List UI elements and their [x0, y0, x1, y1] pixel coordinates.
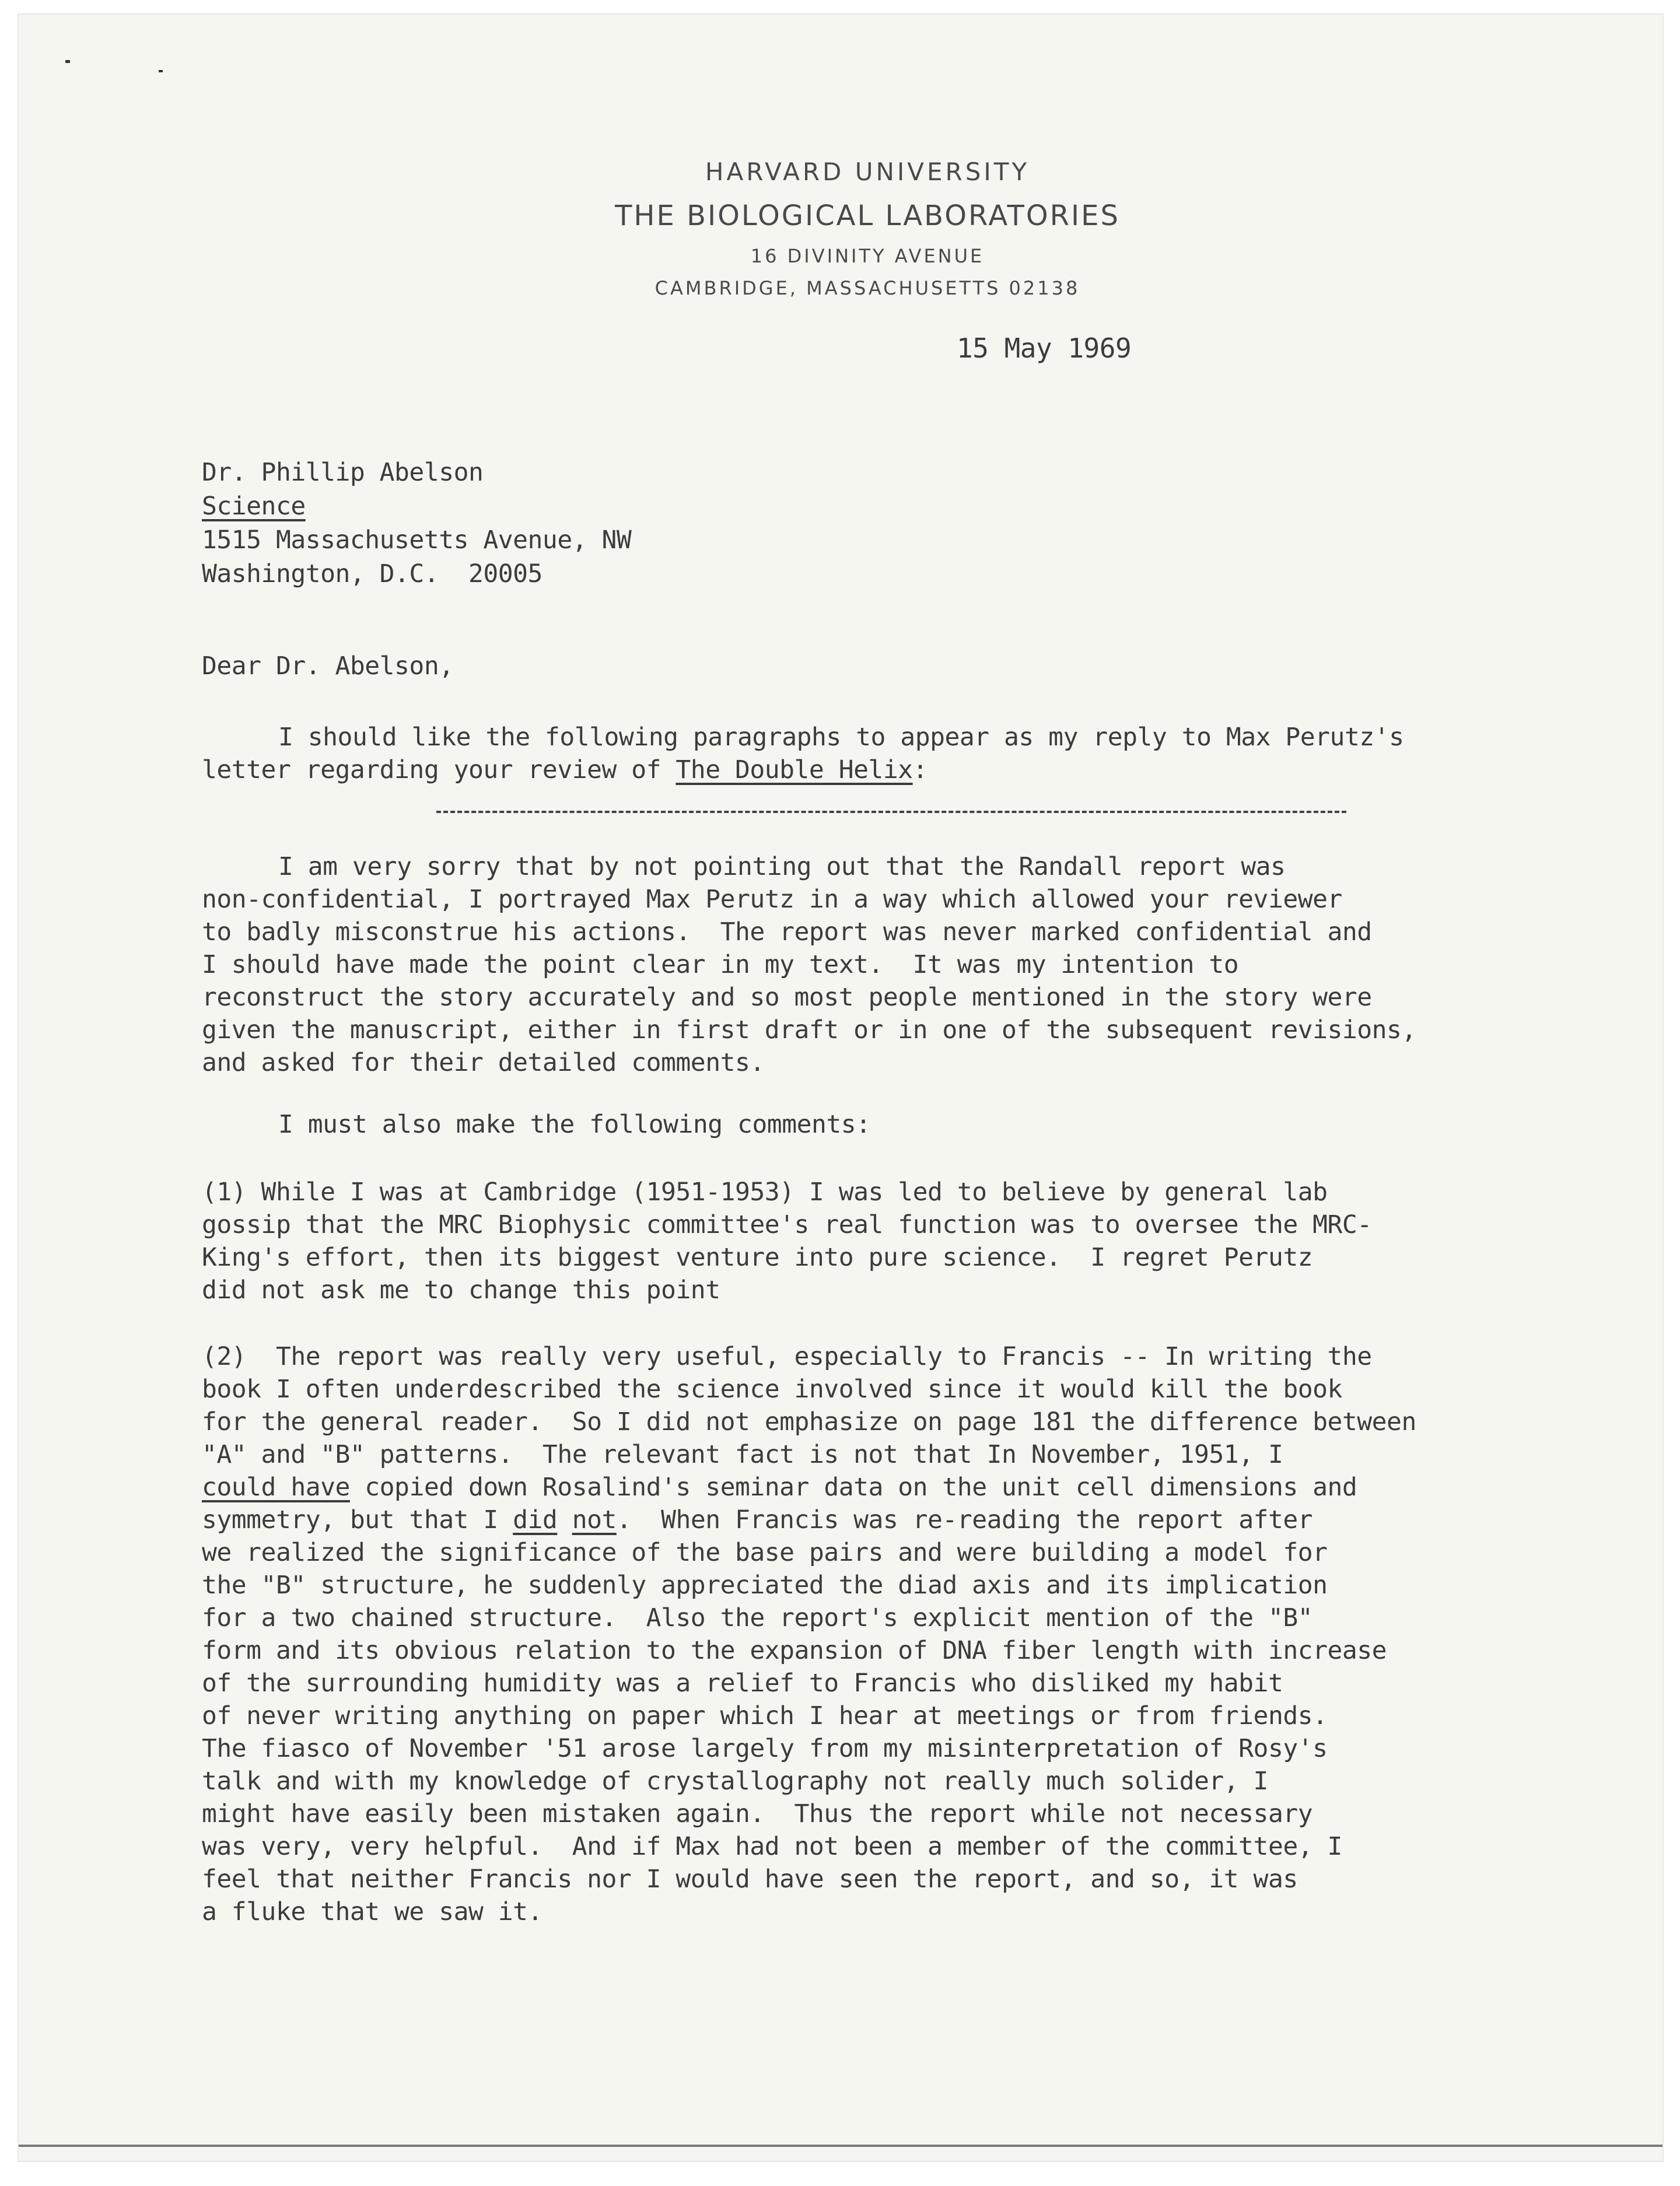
letterhead-street: 16 DIVINITY AVENUE [750, 245, 985, 267]
stray-mark [159, 70, 163, 72]
letterhead-labs: THE BIOLOGICAL LABORATORIES [615, 199, 1120, 232]
item2-line: for a two chained structure. Also the report's explicit mention of the "B" [202, 1603, 1313, 1633]
intro-line [202, 755, 928, 784]
item2-line: we realized the significance of the base pairs and were building a model for [202, 1538, 1328, 1567]
item2-line: of the surrounding humidity was a relief to Francis who disliked my habit [202, 1669, 1283, 1698]
para1-line: non-confidential, I portrayed Max Perutz in a way which allowed your reviewer [202, 885, 1342, 914]
item1-line: (1) While I was at Cambridge (1951-1953) I was led to believe by general lab [202, 1178, 1328, 1207]
item2-line: feel that neither Francis nor I would have seen the report, and so, it was [202, 1865, 1298, 1894]
intro-text: letter regarding your review of [202, 755, 676, 784]
para1-line: I am very sorry that by not pointing out that the Randall report was [278, 852, 1286, 881]
intro-line: I should like the following paragraphs to appear as my reply to Max Perutz's [278, 723, 1404, 752]
salutation: Dear Dr. Abelson, [202, 651, 454, 681]
item2-line: might have easily been mistaken again. Thus the report while not necessary [202, 1799, 1313, 1828]
item2-line: book I often underdescribed the science involved since it would kill the book [202, 1375, 1342, 1404]
book-title: The Double Helix [676, 755, 913, 784]
recipient-org: Science [202, 492, 306, 521]
recipient-city: Washington, D.C. 20005 [202, 559, 542, 588]
item2-line [202, 1505, 1312, 1535]
item2-line: The fiasco of November '51 arose largely from my misinterpretation of Rosy's [202, 1734, 1328, 1763]
item2-line [202, 1473, 1357, 1502]
item2-text [557, 1505, 572, 1535]
letterhead-city: CAMBRIDGE, MASSACHUSETTS 02138 [654, 277, 1080, 299]
item2-text: symmetry, but that I [202, 1505, 513, 1535]
item2-line: talk and with my knowledge of crystallography not really much solider, I [202, 1767, 1268, 1796]
letter-page [19, 15, 1662, 2161]
underlined-phrase: could have [202, 1473, 350, 1502]
item2-line: for the general reader. So I did not emphasize on page 181 the difference between [202, 1407, 1416, 1437]
item2-line: (2) The report was really very useful, especially to Francis -- In writing the [202, 1342, 1372, 1371]
stray-mark [65, 60, 70, 63]
item2-line: the "B" structure, he suddenly appreciated the diad axis and its implication [202, 1571, 1328, 1600]
letterhead-university: HARVARD UNIVERSITY [705, 157, 1030, 186]
recipient-street: 1515 Massachusetts Avenue, NW [202, 526, 632, 555]
letter-date: 15 May 1969 [957, 332, 1132, 364]
item1-line: King's effort, then its biggest venture into pure science. I regret Perutz [202, 1243, 1313, 1272]
para1-line: given the manuscript, either in first draft or in one of the subsequent revisions, [202, 1015, 1416, 1045]
item2-text: . When Francis was re-reading the report after [616, 1505, 1313, 1535]
para1-line: to badly misconstrue his actions. The report was never marked confidential and [202, 917, 1372, 947]
item2-text: copied down Rosalind's seminar data on the unit cell dimensions and [349, 1473, 1357, 1502]
item2-line: was very, very helpful. And if Max had not been a member of the committee, I [202, 1832, 1342, 1861]
item1-line: did not ask me to change this point [202, 1276, 720, 1305]
recipient-name: Dr. Phillip Abelson [202, 458, 484, 487]
item2-line: form and its obvious relation to the expansion of DNA fiber length with increase [202, 1636, 1387, 1665]
separator-line [436, 811, 1346, 813]
page-bottom-edge [19, 2145, 1662, 2147]
underlined-word: not [572, 1505, 617, 1535]
para1-line: reconstruct the story accurately and so most people mentioned in the story were [202, 983, 1372, 1012]
item2-line: "A" and "B" patterns. The relevant fact is not that In November, 1951, I [202, 1440, 1283, 1469]
item1-line: gossip that the MRC Biophysic committee's real function was to oversee the MRC- [202, 1210, 1372, 1239]
underlined-word: did [513, 1505, 558, 1535]
para2-line: I must also make the following comments: [278, 1110, 871, 1139]
item2-line: of never writing anything on paper which I hear at meetings or from friends. [202, 1701, 1328, 1730]
para1-line: and asked for their detailed comments. [202, 1048, 765, 1077]
para1-line: I should have made the point clear in my text. It was my intention to [202, 950, 1239, 979]
intro-text: : [912, 755, 928, 784]
item2-line: a fluke that we saw it. [202, 1897, 542, 1926]
